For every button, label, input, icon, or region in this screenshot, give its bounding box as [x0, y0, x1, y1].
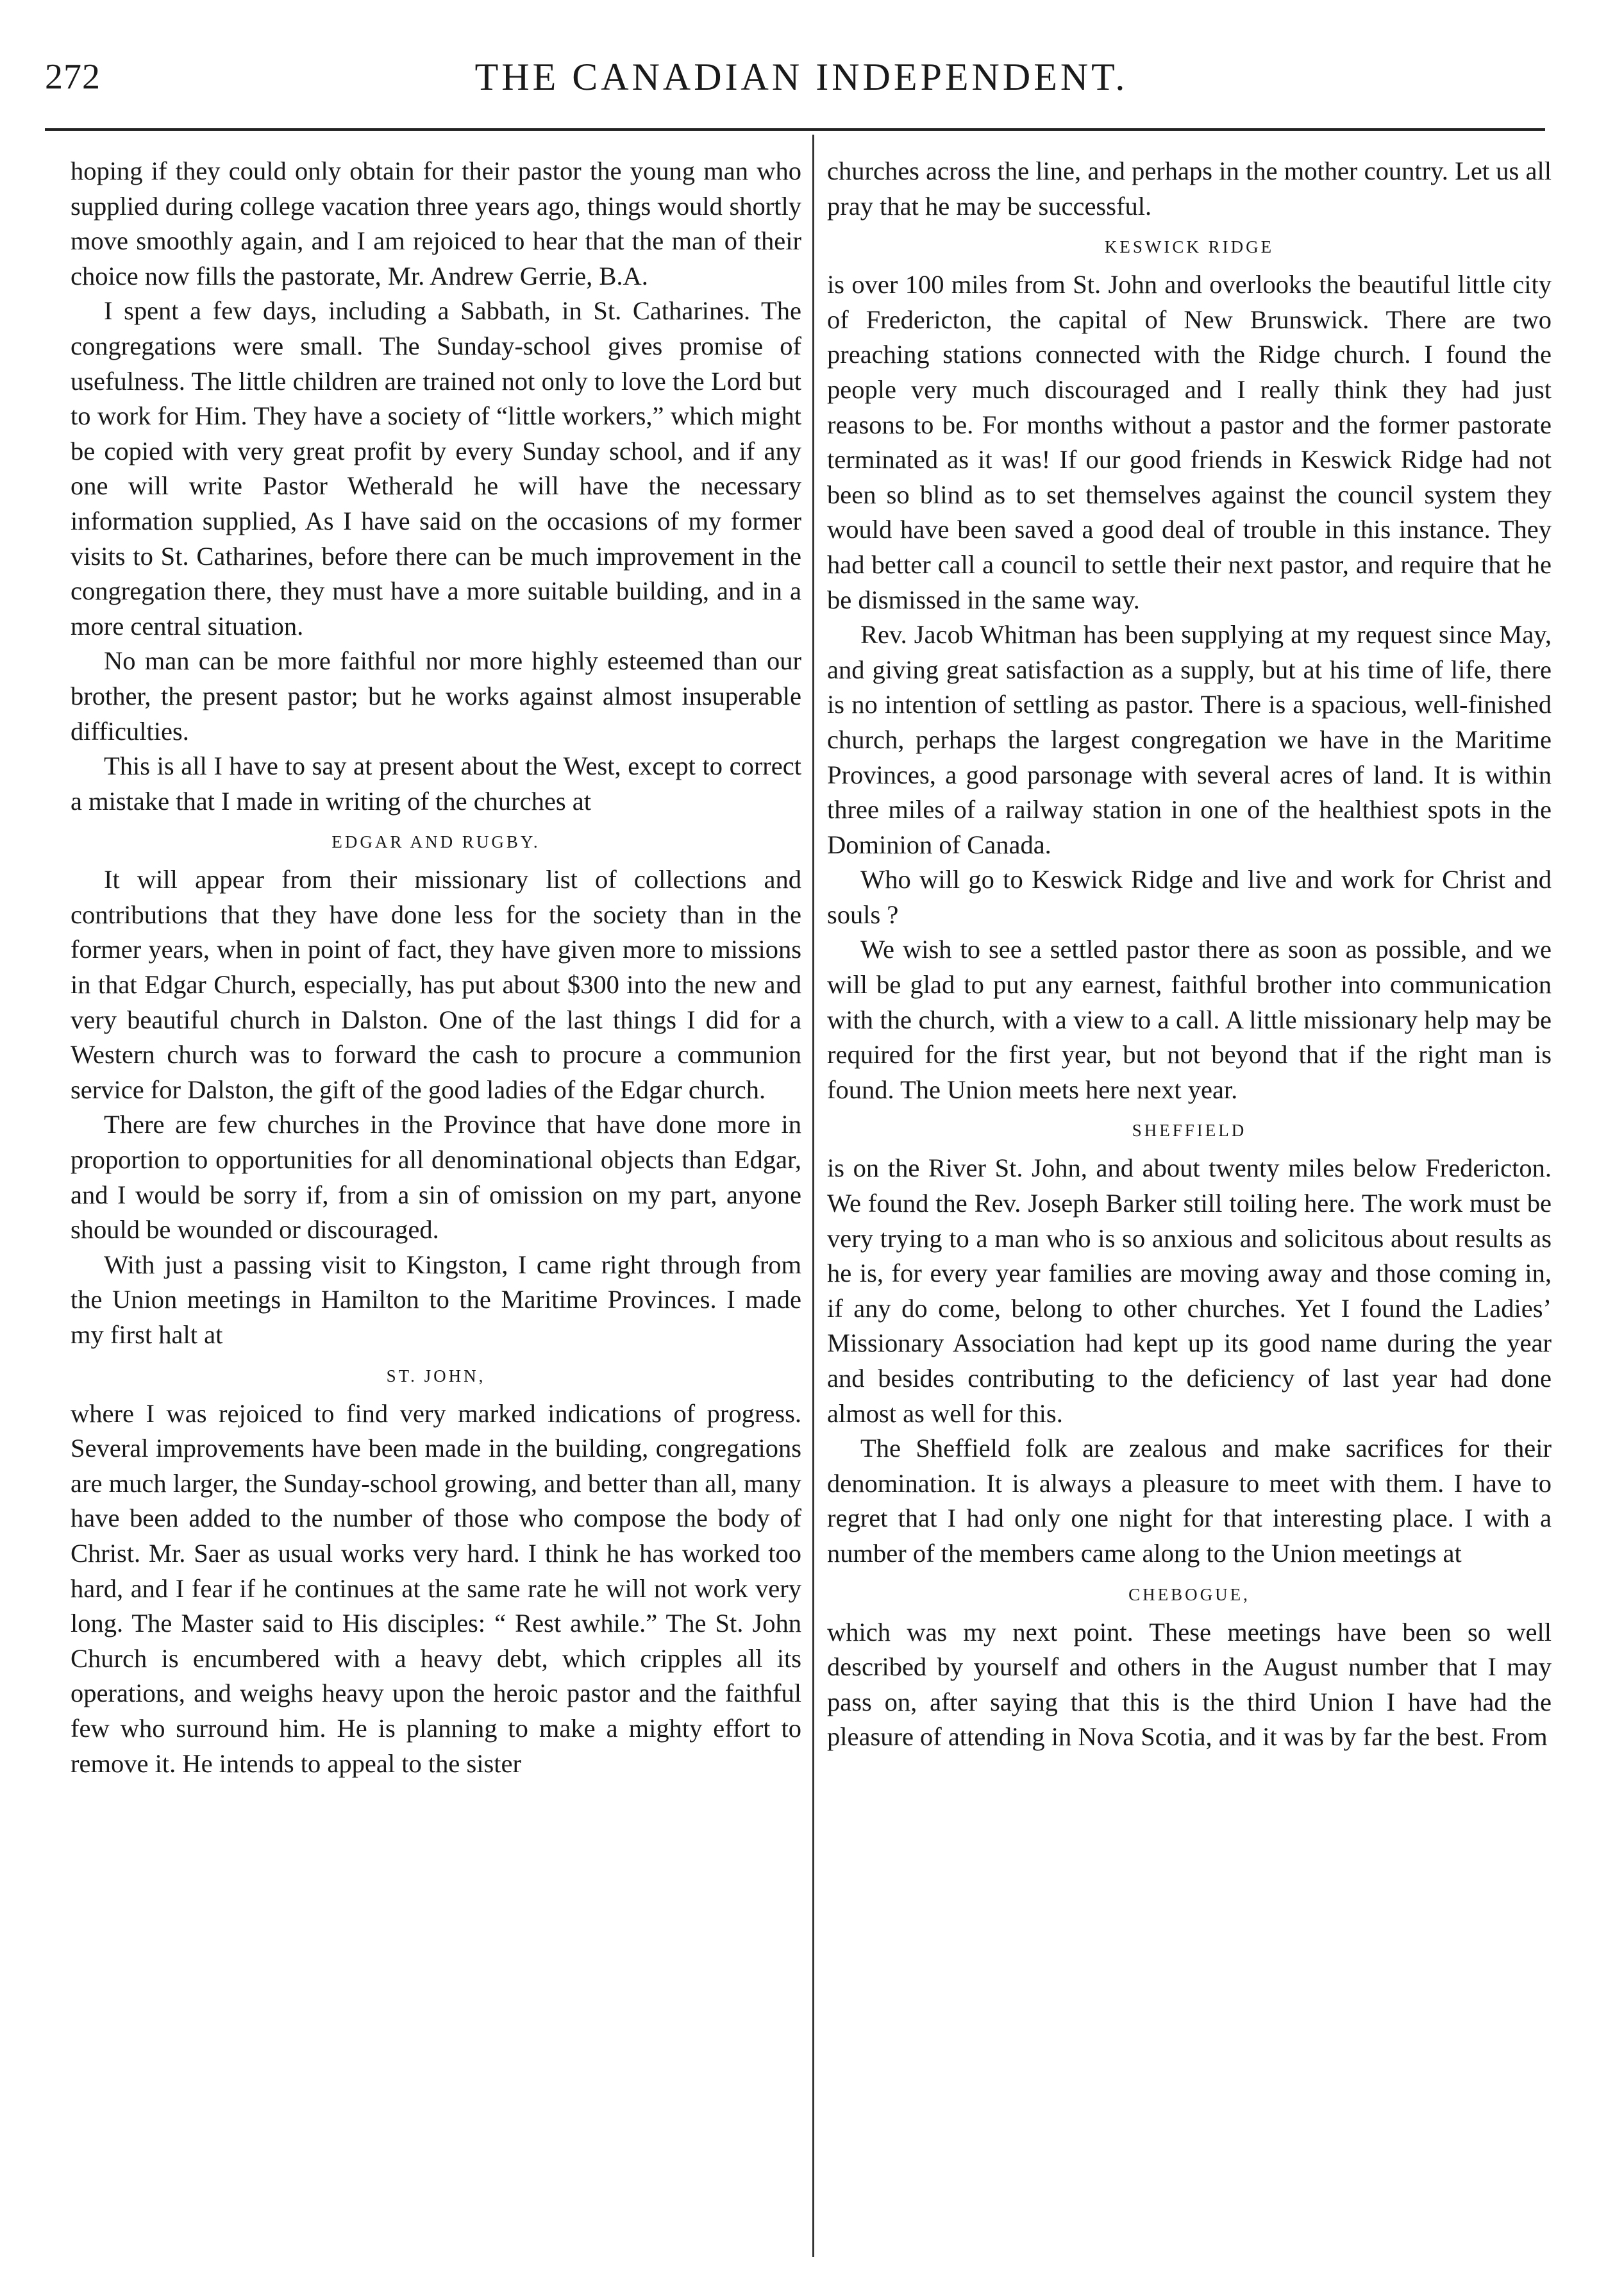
page-header: [38, 38, 1564, 109]
paragraph: We wish to see a settled pastor there as soon as possible, and we will be glad to put any earnest, faithful brother into communication with the church, with a view to a call. A little missionary help may be required for the first year, but not beyond that if the right man is found. The Union meets here next year.: [827, 935, 1552, 1104]
section-heading-sheffield: SHEFFIELD: [1132, 1121, 1247, 1141]
section-heading-st-john: ST. JOHN,: [386, 1366, 486, 1386]
journal-title: THE CANADIAN INDEPENDENT.: [474, 56, 1128, 98]
paragraph: Who will go to Keswick Ridge and live and work for Christ and souls ?: [827, 865, 1552, 929]
header-rule: [45, 128, 1545, 131]
paragraph: With just a passing visit to Kingston, I came right through from the Union meetings in Hamilton to the Maritime Provinces. I made my first halt at: [71, 1250, 801, 1349]
right-column: [827, 154, 1552, 1755]
paragraph: I spent a few days, including a Sabbath, in St. Catharines. The congregations were small. The Sunday-school gives promise of usefulness. The little children are trained not only to love the Lord but to work for Him. They have a society of “little workers,” which might be copied with very great profit by every Sunday school, and if any one will write Pastor Wetherald he will have the necessary information supplied, As I have said on the occasions of my former visits to St. Catharines, before there can be much improvement in the congregation there, they must have a more suitable building, and in a more central situation.: [71, 296, 801, 641]
section-heading-chebogue: CHEBOGUE,: [1128, 1584, 1250, 1604]
paragraph: churches across the line, and perhaps in the mother country. Let us all pray that he may be successful.: [827, 156, 1552, 221]
paragraph: is on the River St. John, and about twenty miles below Fredericton. We found the Rev. Joseph Barker still toiling here. The work must be very trying to a man who is so anxious and solicitous about results as he is, for every year families are moving away and those coming in, if any do come, belong to other churches. Yet I found the Ladies’ Missionary Association had kept up its good name during the year and besides contributing to the deficiency of last year had done almost as well for this.: [827, 1153, 1552, 1428]
paragraph: which was my next point. These meetings have been so well described by yourself and others in the August number that I may pass on, after saying that this is the third Union I have had the pleasure of attending in Nova Scotia, and it was by far the best. From: [827, 1617, 1552, 1752]
paragraph: It will appear from their missionary list of collections and contributions that they have done less for the society than in the former years, when in point of fact, they have given more to missions in that Edgar Church, especially, has put about $300 into the new and very beautiful church in Dalston. One of the last things I did for a Western church was to forward the cash to procure a communion service for Dalston, the gift of the good ladies of the Edgar church.: [71, 865, 801, 1104]
section-heading-edgar-and-rugby: EDGAR AND RUGBY.: [331, 832, 540, 852]
column-divider: [812, 135, 814, 2257]
paragraph: where I was rejoiced to find very marked indications of progress. Several improvements have been made in the building, congregations are much larger, the Sunday-school growing, and better than all, many have been added to the number of those who compose the body of Christ. Mr. Saer as usual works very hard. I think he has worked too hard, and I fear if he continues at the same rate he will not work very long. The Master said to His disciples: “ Rest awhile.” The St. John Church is encumbered with a heavy debt, which cripples all its operations, and weighs heavy upon the heroic pastor and the faithful few who surround him. He is planning to make a mighty effort to remove it. He intends to appeal to the sister: [71, 1398, 801, 1778]
paragraph: The Sheffield folk are zealous and make sacrifices for their denomination. It is always a pleasure to meet with them. I have to regret that I had only one night for that interesting place. I with a number of the members came along to the Union meetings at: [827, 1434, 1552, 1568]
paragraph: This is all I have to say at present about the West, except to correct a mistake that I made in writing of the churches at: [71, 751, 801, 816]
paragraph: Rev. Jacob Whitman has been supplying at my request since May, and giving great satisfaction as a supply, but at his time of life, there is no intention of settling as pastor. There is a spacious, well-finished church, perhaps the largest congregation we have in the Maritime Provinces, a good parsonage with several acres of land. It is within three miles of a railway station in one of the healthiest spots in the Dominion of Canada.: [827, 620, 1552, 859]
paragraph: hoping if they could only obtain for their pastor the young man who supplied during college vacation three years ago, things would shortly move smoothly again, and I am rejoiced to hear that the man of their choice now fills the pastorate, Mr. Andrew Gerrie, B.A.: [71, 156, 801, 290]
paragraph: is over 100 miles from St. John and overlooks the beautiful little city of Fredericton, the capital of New Brunswick. There are two preaching stations connected with the Ridge church. I found the people very much discouraged and I really think they had just reasons to be. For months without a pastor and the former pastorate terminated as it was! If our good friends in Keswick Ridge had not been so blind as to set themselves against the council system they would have been saved a good deal of trouble in this instance. They had better call a council to settle their next pastor, and require that he be dismissed in the same way.: [827, 270, 1552, 614]
section-heading-keswick-ridge: KESWICK RIDGE: [1104, 237, 1275, 257]
page-number: 272: [45, 57, 101, 97]
paragraph: No man can be more faithful nor more highly esteemed than our brother, the present pastor; but he works against almost insuperable difficulties.: [71, 646, 801, 746]
left-column: [71, 154, 801, 1781]
paragraph: There are few churches in the Province that have done more in proportion to opportunities for all denominational objects than Edgar, and I would be sorry if, from a sin of omission on my part, anyone should be wounded or discouraged.: [71, 1110, 801, 1244]
